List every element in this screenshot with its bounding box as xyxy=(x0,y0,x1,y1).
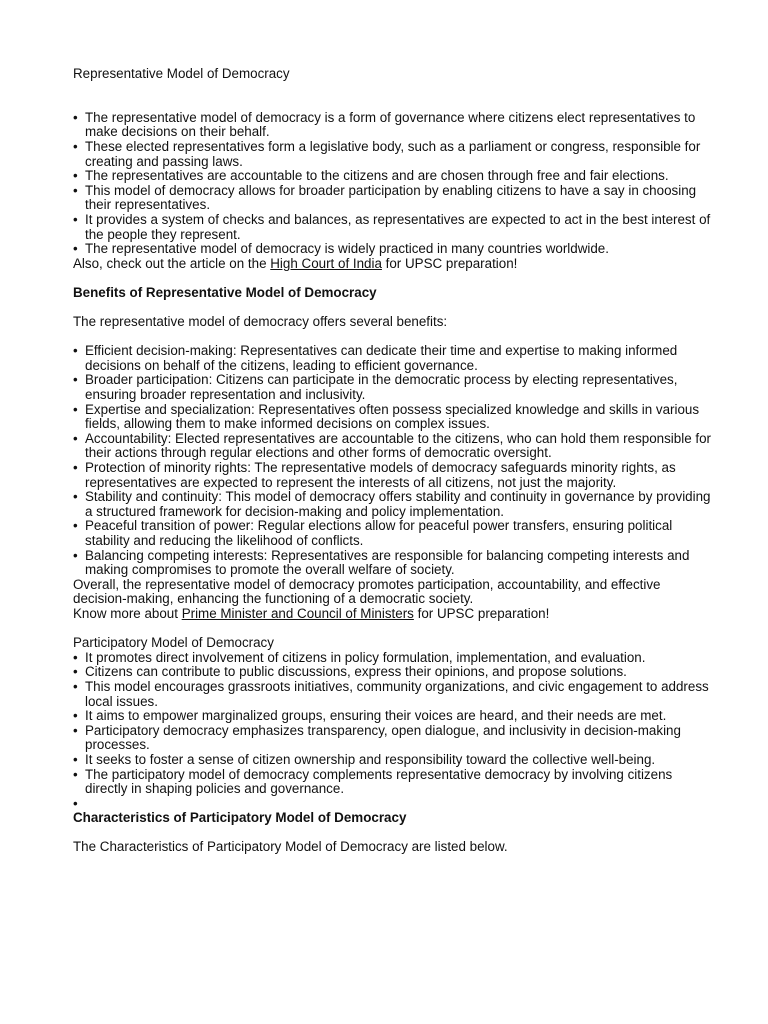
list-item: • These elected representatives form a legislative body, such as a parliament or congress, responsible for creating and passing laws. xyxy=(73,140,713,169)
know-more-line: Know more about Prime Minister and Council of Ministers for UPSC preparation! xyxy=(73,605,550,621)
spacer xyxy=(73,826,713,841)
empty-list-item xyxy=(73,797,713,812)
list-item: • It aims to empower marginalized groups, ensuring their voices are heard, and their needs are met. xyxy=(73,709,713,724)
characteristics-heading: Characteristics of Participatory Model of Democracy xyxy=(73,810,407,826)
list-item: • Broader participation: Citizens can participate in the democratic process by electing representatives, ensuring broader representation and inclusivity. xyxy=(73,373,713,402)
list-item: • It provides a system of checks and balances, as representatives are expected to act in the best interest of the people they represent. xyxy=(73,213,713,242)
list-item: • This model encourages grassroots initiatives, community organizations, and civic engagement to address local issues. xyxy=(73,680,713,709)
list-item: • Participatory democracy emphasizes transparency, open dialogue, and inclusivity in decision-making processes. xyxy=(73,724,713,753)
spacer xyxy=(73,301,713,316)
list-item: • Efficient decision-making: Representatives can dedicate their time and expertise to making informed decisions on behalf of the citizens, leading to efficient governance. xyxy=(73,344,713,373)
representative-bullet-list xyxy=(73,111,713,257)
list-item: • Protection of minority rights: The representative models of democracy safeguards minority rights, as representatives are expected to represent the interests of all citizens, not just the majority. xyxy=(73,461,713,490)
characteristics-intro: The Characteristics of Participatory Model of Democracy are listed below. xyxy=(73,839,508,855)
list-item: • Accountability: Elected representatives are accountable to the citizens, who can hold them responsible for their actions through regular elections and other forms of democratic oversight. xyxy=(73,432,713,461)
list-item: • Balancing competing interests: Representatives are responsible for balancing competing interests and making compromises to promote the overall welfare of society. xyxy=(73,549,713,578)
list-item: • The representative model of democracy is a form of governance where citizens elect representatives to make decisions on their behalf. xyxy=(73,111,713,140)
list-item: • This model of democracy allows for broader participation by enabling citizens to have a say in choosing their representatives. xyxy=(73,184,713,213)
section-title-representative: Representative Model of Democracy xyxy=(73,66,290,81)
spacer xyxy=(73,82,713,111)
participatory-bullet-list xyxy=(73,651,713,812)
high-court-link[interactable]: High Court of India xyxy=(270,255,382,271)
list-item: • Expertise and specialization: Representatives often possess specialized knowledge and skills in various fields, allowing them to make informed decisions on complex issues. xyxy=(73,403,713,432)
list-item: • It promotes direct involvement of citizens in policy formulation, implementation, and evaluation. xyxy=(73,651,713,666)
section-title-participatory: Participatory Model of Democracy xyxy=(73,635,274,651)
benefits-bullet-list xyxy=(73,344,713,578)
spacer xyxy=(73,271,713,286)
list-item: • The participatory model of democracy complements representative democracy by involving citizens directly in shaping policies and governance. xyxy=(73,768,713,797)
benefits-summary: Overall, the representative model of democracy promotes participation, accountability, and effective decision-making, enhancing the functioning of a democratic society. xyxy=(73,576,661,607)
benefits-heading: Benefits of Representative Model of Democracy xyxy=(73,284,377,300)
list-item: • It seeks to foster a sense of citizen ownership and responsibility toward the collective well-being. xyxy=(73,753,713,768)
spacer xyxy=(73,330,713,345)
spacer xyxy=(73,622,713,637)
list-item: • The representative model of democracy is widely practiced in many countries worldwide. xyxy=(73,242,713,257)
prime-minister-link[interactable]: Prime Minister and Council of Ministers xyxy=(181,605,414,621)
list-item: • The representatives are accountable to the citizens and are chosen through free and fair elections. xyxy=(73,169,713,184)
list-item: • Stability and continuity: This model of democracy offers stability and continuity in governance by providing a structured framework for decision-making and policy implementation. xyxy=(73,490,713,519)
list-item: • Peaceful transition of power: Regular elections allow for peaceful power transfers, ensuring political stability and reducing the likelihood of conflicts. xyxy=(73,519,713,548)
document-body xyxy=(73,67,713,855)
related-article-line: Also, check out the article on the High Court of India for UPSC preparation! xyxy=(73,255,518,271)
list-item: • Citizens can contribute to public discussions, express their opinions, and propose solutions. xyxy=(73,665,713,680)
benefits-intro: The representative model of democracy offers several benefits: xyxy=(73,314,448,330)
